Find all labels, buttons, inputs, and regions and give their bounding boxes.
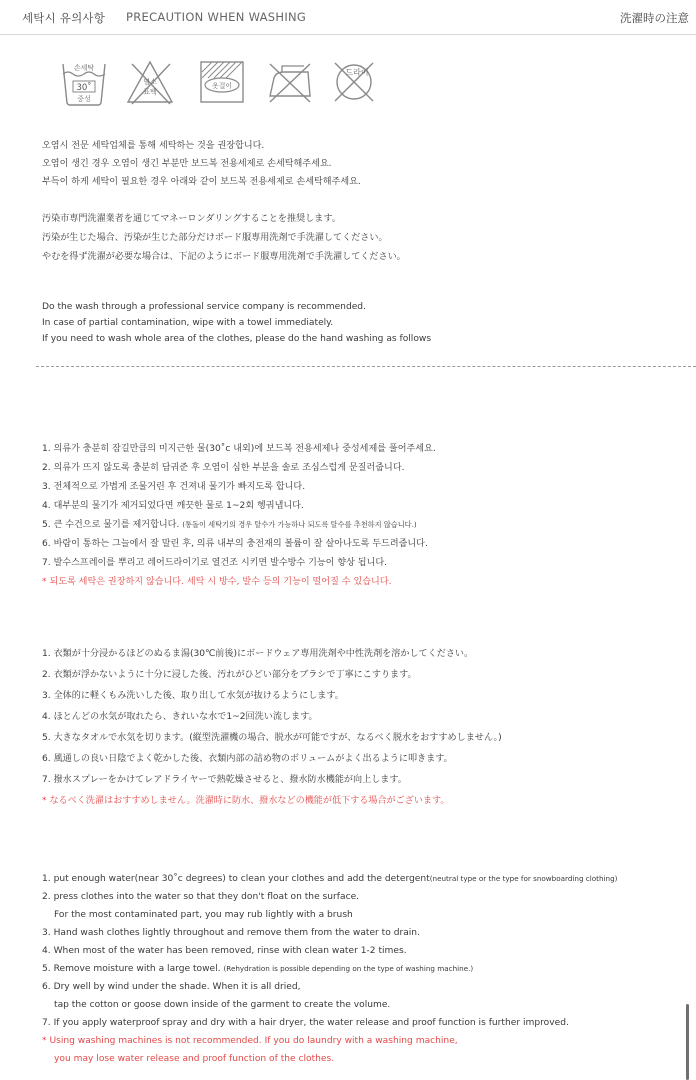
step-text: 5. Remove moisture with a large towel. xyxy=(42,964,221,974)
step-item xyxy=(42,517,417,530)
step-item: tap the cotton or goose down inside of the garment to create the volume. xyxy=(54,1000,391,1010)
section-divider xyxy=(36,366,696,367)
text-line: 부득이 하게 세탁이 필요한 경우 아래와 같이 보드복 전용세제로 손세탁해주세요. xyxy=(42,177,361,187)
step-item: 4. 대부분의 물기가 제거되었다면 깨끗한 물로 1~2회 헹궈냅니다. xyxy=(42,501,304,511)
text-line: In case of partial contamination, wipe with a towel immediately. xyxy=(42,318,334,328)
warning-text: * Using washing machines is not recommended. If you do laundry with a washing machine, xyxy=(42,1036,458,1046)
icon-label: 표백 xyxy=(143,88,157,96)
step-item: 2. press clothes into the water so that they don't float on the surface. xyxy=(42,892,360,902)
shade-hang-dry-icon xyxy=(196,56,248,108)
step-item xyxy=(42,964,473,974)
page-header xyxy=(0,0,696,35)
icon-label: 염소 xyxy=(143,78,157,86)
step-item: 5. 大きなタオルで水気を切ります。(縦型洗濯機の場合、脱水が可能ですが、なるべく脱水をおすすめしません。) xyxy=(42,733,502,743)
step-item: 7. 撥水スプレーをかけてレアドライヤーで熱乾燥させると、撥水防水機能が向上します。 xyxy=(42,775,407,785)
step-item: For the most contaminated part, you may rub lightly with a brush xyxy=(54,910,353,920)
title-korean: 세탁시 유의사항 xyxy=(22,11,106,25)
step-item: 4. ほとんどの水気が取れたら、きれいな水で1~2回洗い流します。 xyxy=(42,712,318,722)
text-line: 汚染が生じた場合、汚染が生じた部分だけボード服専用洗剤で手洗濯してください。 xyxy=(42,233,388,243)
warning-text: * 되도록 세탁은 권장하지 않습니다. 세탁 시 방수, 발수 등의 기능이 떨어질 수 있습니다. xyxy=(42,577,392,587)
icon-label: 손세탁 xyxy=(73,64,95,72)
step-item: 3. 전체적으로 가볍게 조물거린 후 건져내 물기가 빠지도록 합니다. xyxy=(42,482,306,492)
text-line: やむを得ず洗濯が必要な場合は、下記のようにボード服専用洗剤で手洗濯してください。 xyxy=(42,252,406,262)
warning-text: * なるべく洗濯はおすすめしません。洗濯時に防水、撥水などの機能が低下する場合がございます。 xyxy=(42,796,450,806)
icon-label: 중성 xyxy=(77,95,91,103)
text-line: Do the wash through a professional service company is recommended. xyxy=(42,302,366,312)
scrollbar-thumb[interactable] xyxy=(686,1004,689,1080)
step-item: 2. 의류가 뜨지 않도록 충분히 담궈준 후 오염이 심한 부분을 솔로 조심스럽게 문질러줍니다. xyxy=(42,463,405,473)
step-item xyxy=(42,874,617,884)
step-item: 2. 衣類が浮かないように十分に浸した後、汚れがひどい部分をブラシで丁寧にこすります。 xyxy=(42,670,417,680)
warning-text: you may lose water release and proof function of the clothes. xyxy=(54,1054,335,1064)
hand-wash-30-neutral-icon xyxy=(58,56,110,108)
step-text: 5. 큰 수건으로 물기를 제거합니다. xyxy=(42,520,180,530)
step-item: 7. 발수스프레이를 뿌리고 레어드라이기로 열건조 시키면 발수방수 기능이 향상 됩니다. xyxy=(42,558,388,568)
step-item: 3. 全体的に軽くもみ洗いした後、取り出して水気が抜けるようにします。 xyxy=(42,691,344,701)
text-line: 汚染市専門洗濯業者を通じてマネーロンダリングすることを推奨します。 xyxy=(42,214,341,224)
step-item: 4. When most of the water has been removed, rinse with clean water 1-2 times. xyxy=(42,946,407,956)
text-line: 오염시 전문 세탁업체를 통해 세탁하는 것을 권장합니다. xyxy=(42,141,265,151)
step-item: 3. Hand wash clothes lightly throughout and remove them from the water to drain. xyxy=(42,928,420,938)
step-item: 1. 의류가 충분히 잠길만큼의 미지근한 물(30˚c 내외)에 보드복 전용세제나 중성세제를 풀어주세요. xyxy=(42,444,436,454)
icon-label: 옷걸이 xyxy=(211,82,233,90)
no-ironing-icon xyxy=(264,56,316,108)
icon-label: 30˚ xyxy=(76,83,92,93)
step-note: (Rehydration is possible depending on the type of washing machine.) xyxy=(223,964,474,973)
step-item: 7. If you apply waterproof spray and dry with a hair dryer, the water release and proof function is further improved. xyxy=(42,1018,569,1028)
step-item: 1. 衣類が十分浸かるほどのぬるま湯(30℃前後)にボードウェア専用洗剤や中性洗剤を溶かしてください。 xyxy=(42,649,474,659)
step-item: 6. 바람이 통하는 그늘에서 잘 말린 후, 의류 내부의 충전재의 볼륨이 잘 살아나도록 두드려줍니다. xyxy=(42,539,428,549)
text-line: If you need to wash whole area of the clothes, please do the hand washing as follows xyxy=(42,334,432,344)
step-text: 1. put enough water(near 30˚c degrees) to clean your clothes and add the detergent xyxy=(42,874,430,884)
text-line: 오염이 생긴 경우 오염이 생긴 부분만 보드복 전용세제로 손세탁해주세요. xyxy=(42,159,332,169)
icon-label: 드라이 xyxy=(345,68,369,77)
step-item: 6. 風通しの良い日陰でよく乾かした後、衣類内部の詰め物のボリュームがよく出るように叩きます。 xyxy=(42,754,453,764)
step-note: (neutral type or the type for snowboarding clothing) xyxy=(429,874,618,883)
title-english: PRECAUTION WHEN WASHING xyxy=(126,10,307,24)
step-item: 6. Dry well by wind under the shade. When it is all dried, xyxy=(42,982,301,992)
no-bleach-icon xyxy=(124,56,176,108)
title-japanese: 洗濯時の注意 xyxy=(620,11,689,25)
step-note: (통돌이 세탁기의 경우 탈수가 가능하나 되도록 탈수를 추천하지 않습니다.) xyxy=(182,520,417,529)
no-dry-clean-icon xyxy=(328,56,380,108)
